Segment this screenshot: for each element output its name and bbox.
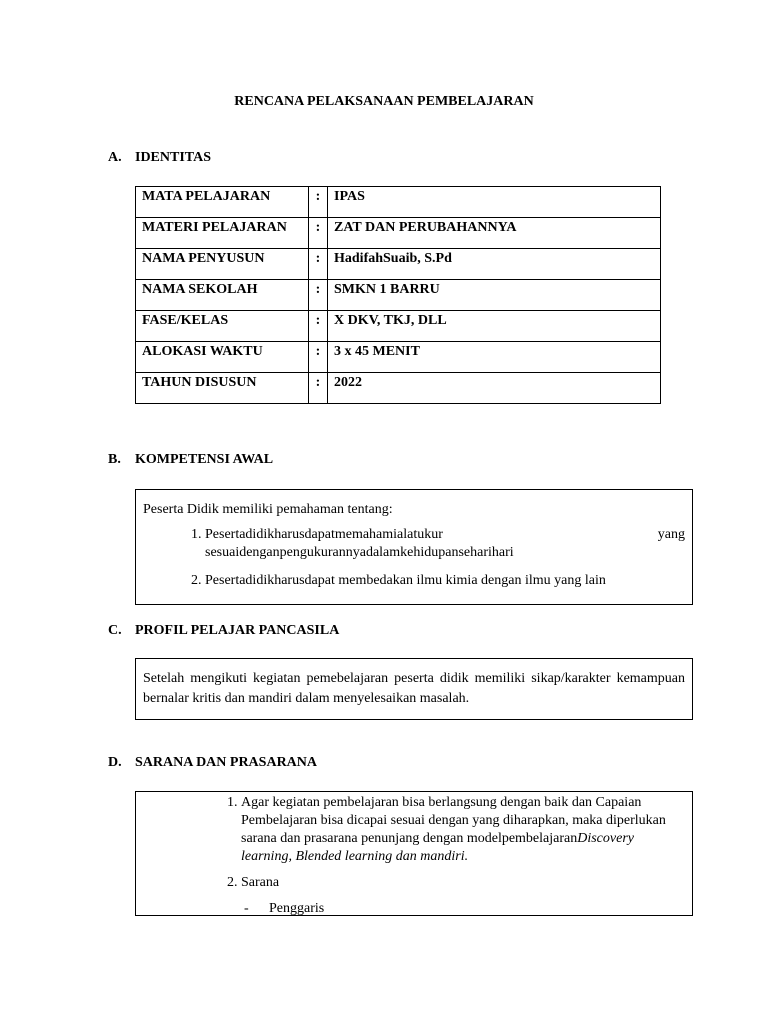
table-row [136, 187, 661, 218]
sarana-sub-item-label: Penggaris [269, 901, 325, 916]
section-c-letter: C. [108, 623, 122, 638]
list-item: 2. Sarana [241, 874, 685, 892]
kompetensi-item1-line2: sesuaidenganpengukurannyadalamkehidupanseharihari [205, 545, 514, 560]
row-value: SMKN 1 BARRU [328, 280, 661, 311]
row-label: NAMA SEKOLAH [136, 280, 309, 311]
row-colon: : [309, 311, 328, 342]
section-d-title: SARANA DAN PRASARANA [135, 755, 318, 770]
profil-box [135, 658, 693, 720]
section-c-heading [108, 623, 339, 639]
kompetensi-intro: Peserta Didik memiliki pemahaman tentang: [143, 502, 393, 517]
table-row [136, 342, 661, 373]
row-label: NAMA PENYUSUN [136, 249, 309, 280]
row-label: MATA PELAJARAN [136, 187, 309, 218]
kompetensi-list [143, 526, 685, 590]
row-value: IPAS [328, 187, 661, 218]
section-a-title: IDENTITAS [135, 150, 211, 165]
row-label: FASE/KELAS [136, 311, 309, 342]
section-a-letter: A. [108, 150, 122, 165]
section-c-title: PROFIL PELAJAR PANCASILA [135, 623, 340, 638]
table-row [136, 311, 661, 342]
kompetensi-item1-text: 1. Pesertadidikharusdapatmemahamialatukur [205, 527, 443, 542]
sarana-item1-text: Agar kegiatan pembelajaran bisa berlangsung dengan baik dan Capaian Pembelajaran bisa dicapai sesuai dengan yang diharapkan, maka diperlukan sarana dan prasarana penunjang dengan modelpembelajaran [241, 795, 666, 846]
table-row [136, 218, 661, 249]
section-d-letter: D. [108, 755, 122, 770]
kompetensi-item1-line1 [205, 526, 685, 544]
row-value: ZAT DAN PERUBAHANNYA [328, 218, 661, 249]
table-row [136, 280, 661, 311]
list-item [205, 526, 685, 562]
row-label: ALOKASI WAKTU [136, 342, 309, 373]
identitas-table [135, 186, 661, 404]
dash-bullet: - [244, 901, 249, 916]
section-b-letter: B. [108, 452, 121, 467]
section-b-title: KOMPETENSI AWAL [135, 452, 274, 467]
section-a-heading [108, 150, 211, 166]
row-colon: : [309, 218, 328, 249]
section-d-heading [108, 755, 317, 771]
row-value: 2022 [328, 373, 661, 404]
row-value: HadifahSuaib, S.Pd [328, 249, 661, 280]
page-title: RENCANA PELAKSANAAN PEMBELAJARAN [234, 94, 534, 109]
row-colon: : [309, 249, 328, 280]
row-label: TAHUN DISUSUN [136, 373, 309, 404]
row-colon: : [309, 373, 328, 404]
table-row [136, 249, 661, 280]
list-item [241, 794, 685, 866]
section-b-heading [108, 452, 273, 468]
sarana-item1-models: Discovery learning, Blended learning dan mandiri. [241, 831, 634, 864]
profil-text: Setelah mengikuti kegiatan pemebelajaran peserta didik memiliki sikap/karakter kemampuan bernalar kritis dan mandiri dalam menyelesaikan masalah. [143, 671, 685, 706]
sarana-box [135, 791, 693, 916]
row-value: 3 x 45 MENIT [328, 342, 661, 373]
row-value: X DKV, TKJ, DLL [328, 311, 661, 342]
table-row [136, 373, 661, 404]
row-colon: : [309, 342, 328, 373]
kompetensi-item1-end: yang [657, 527, 685, 542]
kompetensi-box [135, 489, 693, 605]
sarana-sub-item [143, 900, 685, 918]
row-colon: : [309, 280, 328, 311]
sarana-list [143, 794, 685, 892]
row-label: MATERI PELAJARAN [136, 218, 309, 249]
list-item: 2. Pesertadidikharusdapat membedakan ilmu kimia dengan ilmu yang lain [205, 572, 685, 590]
row-colon: : [309, 187, 328, 218]
